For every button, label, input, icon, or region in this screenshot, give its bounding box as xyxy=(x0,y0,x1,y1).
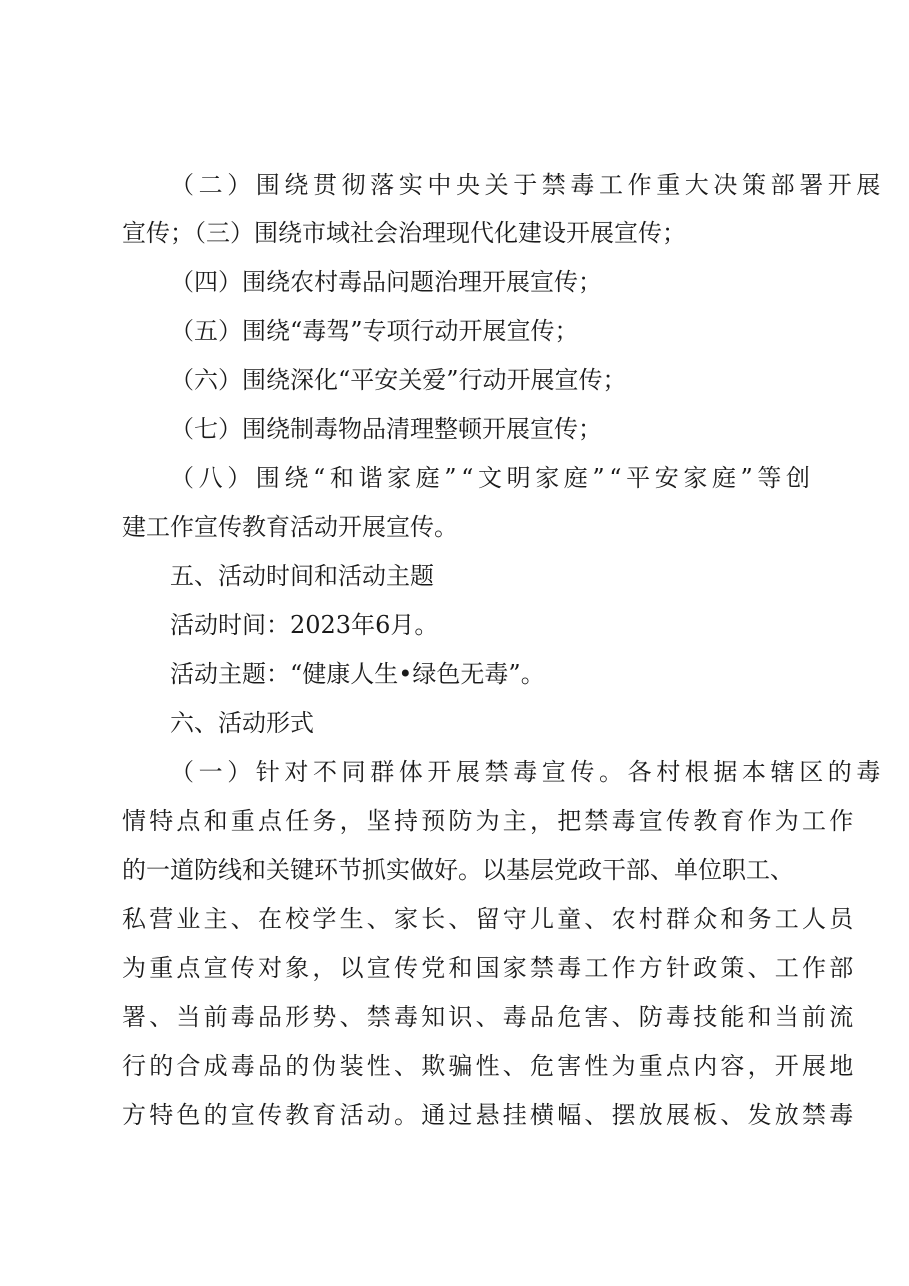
section-heading: 六、活动形式 xyxy=(170,709,314,737)
paragraph-line: 宣传；（三）围绕市域社会治理现代化建设开展宣传； xyxy=(122,219,686,247)
paragraph-line: 方特色的宣传教育活动。通过悬挂横幅、摆放展板、发放禁毒 xyxy=(122,1101,857,1129)
paragraph-line: 活动主题：“健康人生•绿色无毒”。 xyxy=(170,660,545,688)
paragraph-line: 署、当前毒品形势、禁毒知识、毒品危害、防毒技能和当前流 xyxy=(122,1003,857,1031)
paragraph-line: （八）围绕“和谐家庭”“文明家庭”“平安家庭”等创 xyxy=(170,464,815,492)
paragraph-line: （七）围绕制毒物品清理整顿开展宣传； xyxy=(170,415,602,443)
paragraph-line: 情特点和重点任务，坚持预防为主，把禁毒宣传教育作为工作 xyxy=(122,807,857,835)
paragraph-line: （四）围绕农村毒品问题治理开展宣传； xyxy=(170,268,602,296)
paragraph-line: 的一道防线和关键环节抓实做好。以基层党政干部、单位职工、 xyxy=(122,856,794,884)
paragraph-line: （一）针对不同群体开展禁毒宣传。各村根据本辖区的毒 xyxy=(170,758,885,786)
section-heading: 五、活动时间和活动主题 xyxy=(170,562,434,590)
paragraph-line: （五）围绕“毒驾”专项行动开展宣传； xyxy=(170,317,579,345)
paragraph-line: （二）围绕贯彻落实中央关于禁毒工作重大决策部署开展 xyxy=(170,171,885,199)
paragraph-line: 私营业主、在校学生、家长、留守儿童、农村群众和务工人员 xyxy=(122,905,857,933)
paragraph-line: （六）围绕深化“平安关爱”行动开展宣传； xyxy=(170,366,627,394)
paragraph-line: 建工作宣传教育活动开展宣传。 xyxy=(122,513,458,541)
paragraph-line: 活动时间：2023年6月。 xyxy=(170,611,439,639)
paragraph-line: 为重点宣传对象，以宣传党和国家禁毒工作方针政策、工作部 xyxy=(122,954,857,982)
paragraph-line: 行的合成毒品的伪装性、欺骗性、危害性为重点内容，开展地 xyxy=(122,1052,857,1080)
